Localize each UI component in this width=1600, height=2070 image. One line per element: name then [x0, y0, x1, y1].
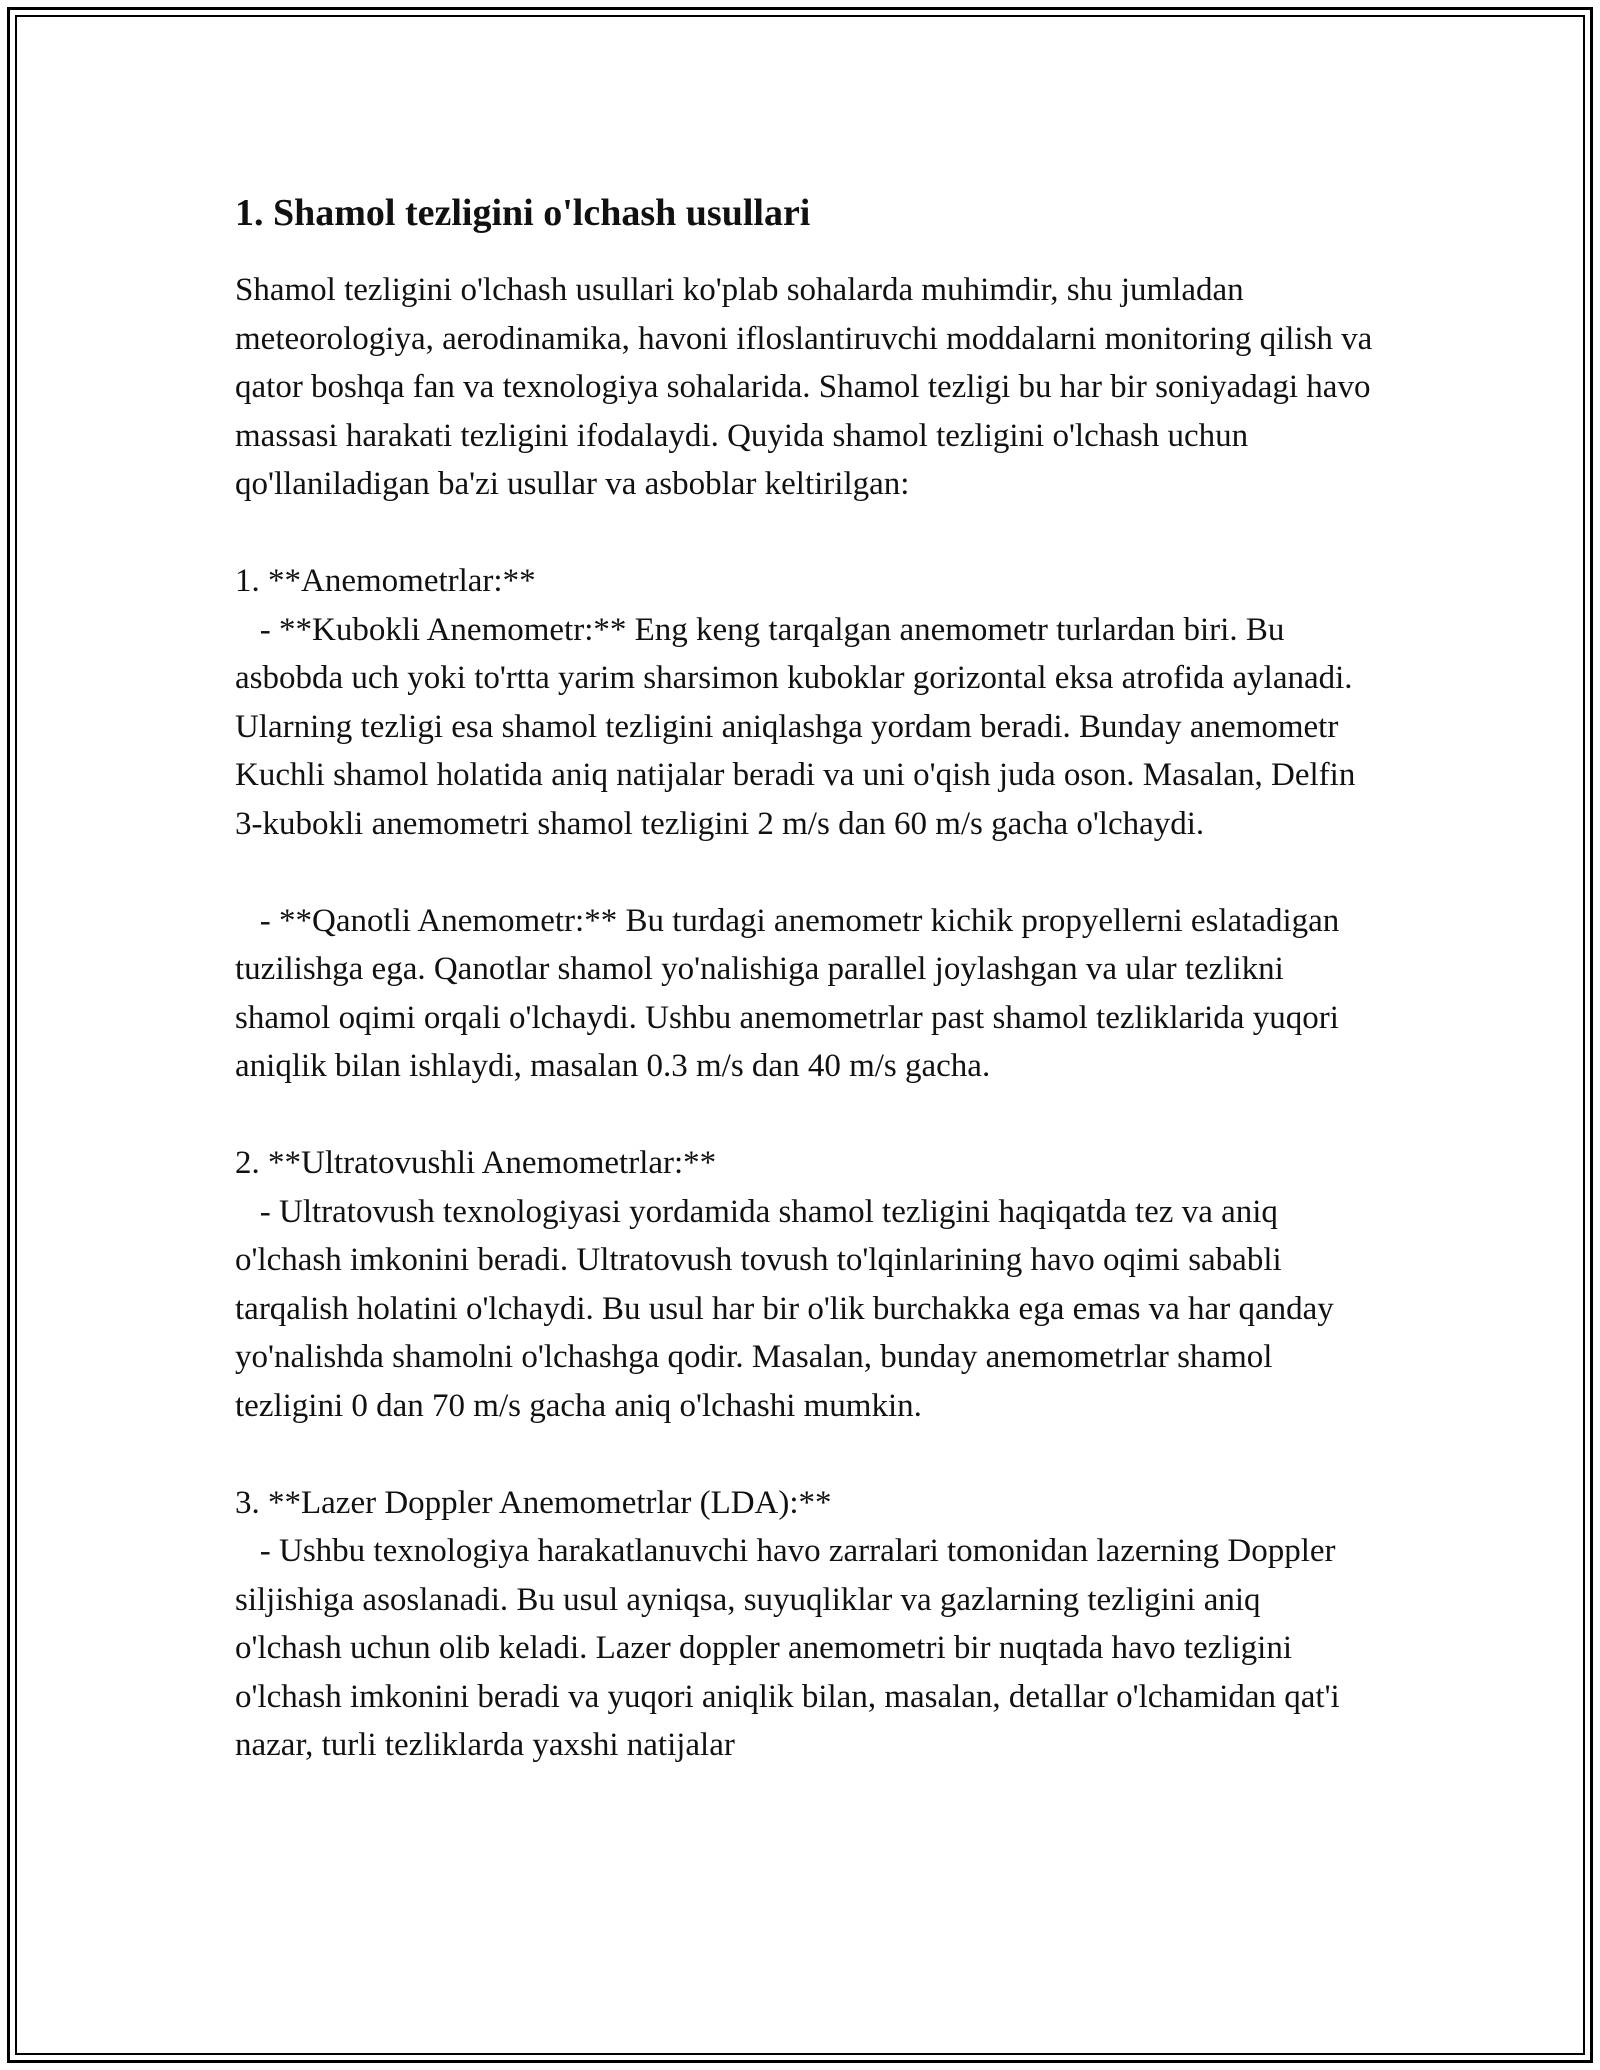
- item2-ultrasonic-description: - Ultratovush texnologiyasi yordamida shamol tezligini haqiqatda tez va aniq o'lchash imkonini beradi. Ultratovush tovush to'lqinlarining havo oqimi sababli tarqalish holatini o'lchaydi. Bu usul har bir o'lik burchakka ega emas va har qanday yo'nalishda shamolni o'lchashga qodir. Masalan, bunday anemometrlar shamol tezligini 0 dan 70 m/s gacha aniq o'lchashi mumkin.: [235, 1193, 1342, 1424]
- paragraph-gap: [235, 509, 1375, 558]
- item3-title: 3. **Lazer Doppler Anemometrlar (LDA):**: [235, 1484, 832, 1521]
- item1-cup-anemometer: - **Kubokli Anemometr:** Eng keng tarqalgan anemometr turlardan biri. Bu asbobda uch yoki to'rtta yarim sharsimon kuboklar gorizontal eksa atrofida aylanadi. Ularning tezligi esa shamol tezligini aniqlashga yordam beradi. Bunday anemometr Kuchli shamol holatida aniq natijalar beradi va uni o'qish juda oson. Masalan, Delfin 3-kubokli anemometri shamol tezligini 2 m/s dan 60 m/s gacha o'lchaydi.: [235, 611, 1364, 842]
- paragraph-gap: [235, 1091, 1375, 1140]
- item3-lda-description: - Ushbu texnologiya harakatlanuvchi havo zarralari tomonidan lazerning Doppler siljishiga asoslanadi. Bu usul ayniqsa, suyuqliklar va gazlarning tezligini aniq o'lchash uchun olib keladi. Lazer doppler anemometri bir nuqtada havo tezligini o'lchash imkonini beradi va yuqori aniqlik bilan, masalan, detallar o'lchamidan qat'i nazar, turli tezliklarda yaxshi natijalar: [235, 1533, 1348, 1763]
- item1-vane-anemometer: - **Qanotli Anemometr:** Bu turdagi anemometr kichik propyellerni eslatadigan tuzilishga ega. Qanotlar shamol yo'nalishiga parallel joylashgan va ular tezlikni shamol oqimi orqali o'lchaydi. Ushbu anemometrlar past shamol tezliklarida yuqori aniqlik bilan ishlaydi, masalan 0.3 m/s dan 40 m/s gacha.: [235, 902, 1348, 1084]
- document-body: [235, 190, 1381, 1770]
- section-heading: 1. Shamol tezligini o'lchash usullari: [235, 192, 811, 234]
- paragraph-gap: [235, 1430, 1375, 1479]
- intro-paragraph: Shamol tezligini o'lchash usullari ko'plab sohalarda muhimdir, shu jumladan meteorologiya, aerodinamika, havoni ifloslantiruvchi moddalarni monitoring qilish va qator boshqa fan va texnologiya sohalarida. Shamol tezligi bu har bir soniyadagi havo massasi harakati tezligini ifodalaydi. Quyida shamol tezligini o'lchash uchun qo'llaniladigan ba'zi usullar va asboblar keltirilgan:: [235, 272, 1381, 502]
- item1-title: 1. **Anemometrlar:**: [235, 563, 536, 599]
- item2-title: 2. **Ultratovushli Anemometrlar:**: [235, 1145, 717, 1181]
- paragraph-gap: [235, 848, 1375, 897]
